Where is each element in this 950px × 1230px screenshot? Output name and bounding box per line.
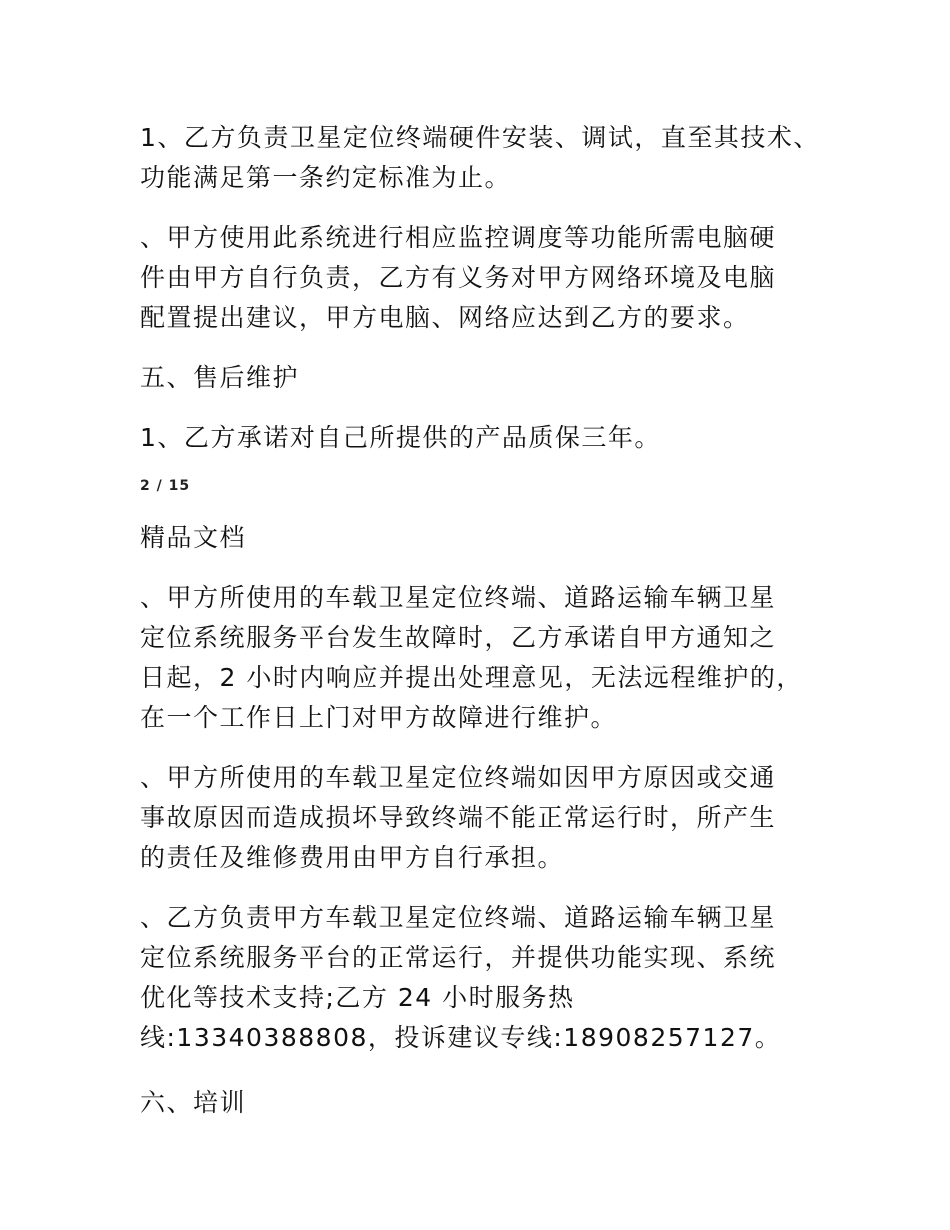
text-line: 、乙方负责甲方车载卫星定位终端、道路运输车辆卫星 (140, 903, 777, 932)
paragraph-warranty (140, 418, 840, 458)
paragraph-fault-response (140, 578, 840, 738)
label-text: 精品文档 (140, 523, 247, 552)
text-line: 事故原因而造成损坏导致终端不能正常运行时，所产生 (140, 803, 777, 832)
header-label (140, 518, 840, 558)
text-line: 优化等技术支持;乙方 24 小时服务热 (140, 983, 575, 1012)
section-heading-training (140, 1083, 840, 1123)
text-line: 定位系统服务平台的正常运行，并提供功能实现、系统 (140, 943, 777, 972)
heading-text: 五、售后维护 (140, 363, 300, 392)
section-heading-after-sales (140, 358, 840, 398)
text-line: 在一个工作日上门对甲方故障进行维护。 (140, 703, 618, 732)
heading-text: 六、培训 (140, 1088, 247, 1117)
text-line: 、甲方所使用的车载卫星定位终端如因甲方原因或交通 (140, 763, 777, 792)
paragraph-installation (140, 118, 840, 198)
paragraph-service-hotline (140, 898, 840, 1058)
text-line: 日起，2 小时内响应并提出处理意见，无法远程维护的， (140, 663, 803, 692)
text-line: 1、乙方负责卫星定位终端硬件安装、调试，直至其技术、 (140, 123, 820, 152)
text-line: 配置提出建议，甲方电脑、网络应达到乙方的要求。 (140, 303, 750, 332)
text-line: 、甲方使用此系统进行相应监控调度等功能所需电脑硬 (140, 223, 777, 252)
text-line: 功能满足第一条约定标准为止。 (140, 163, 512, 192)
page-number: 2 / 15 (140, 478, 191, 494)
text-line: 线:13340388808，投诉建议专线:18908257127。 (140, 1023, 782, 1052)
text-line: 1、乙方承诺对自己所提供的产品质保三年。 (140, 423, 661, 452)
text-line: 件由甲方自行负责，乙方有义务对甲方网络环境及电脑 (140, 263, 777, 292)
paragraph-damage-liability (140, 758, 840, 878)
text-line: 定位系统服务平台发生故障时，乙方承诺自甲方通知之 (140, 623, 777, 652)
paragraph-computer-hardware (140, 218, 840, 338)
text-line: 的责任及维修费用由甲方自行承担。 (140, 843, 565, 872)
text-line: 、甲方所使用的车载卫星定位终端、道路运输车辆卫星 (140, 583, 777, 612)
